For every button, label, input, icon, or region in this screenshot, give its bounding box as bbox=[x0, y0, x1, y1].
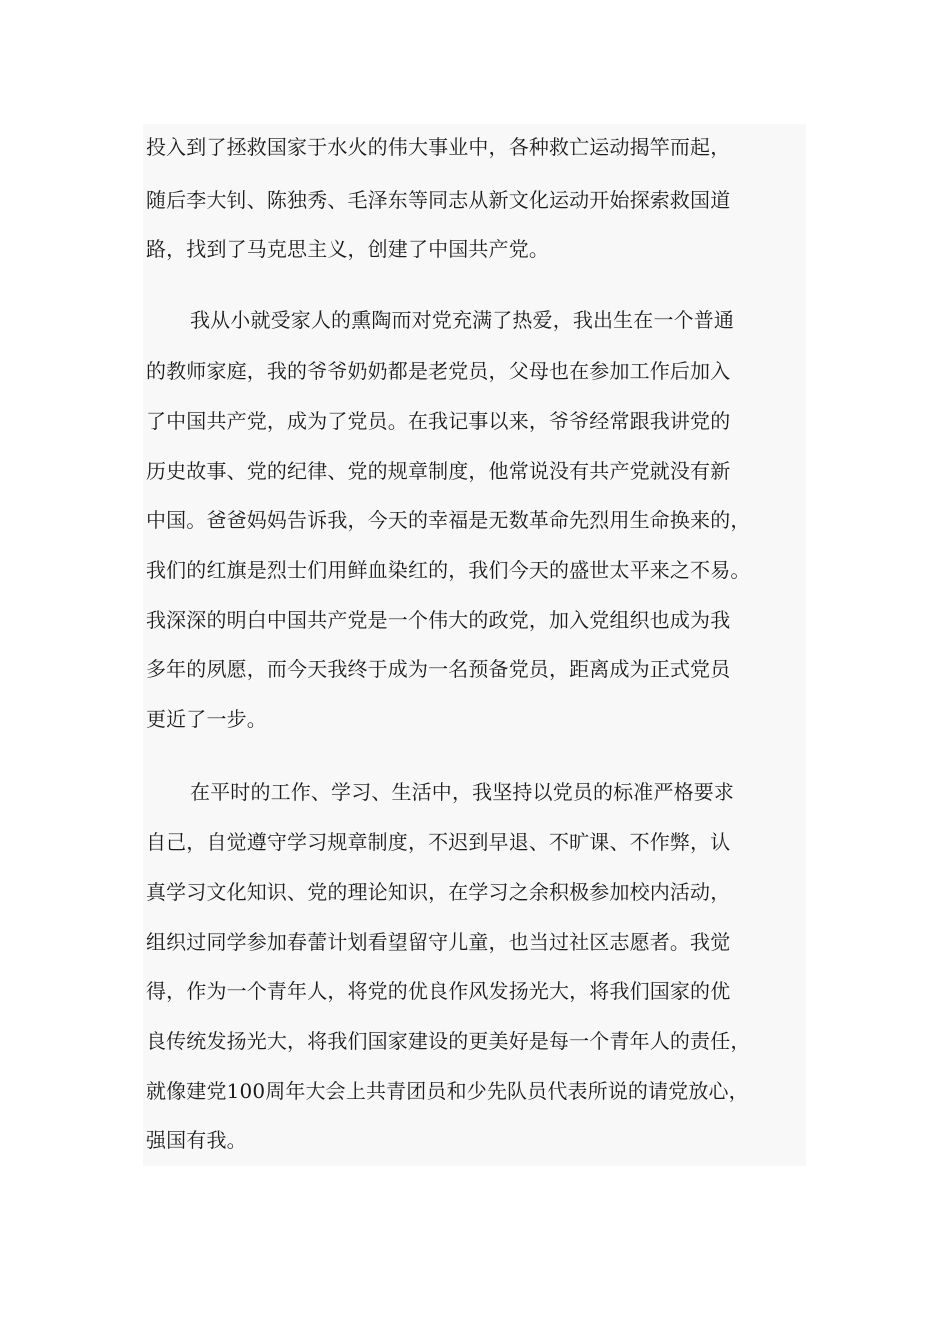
paragraph-3-line-5: 得，作为一个青年人，将党的优良作风发扬光大，将我们国家的优 bbox=[146, 979, 731, 1003]
paragraph-2-line-5: 中国。爸爸妈妈告诉我，今天的幸福是无数革命先烈用生命换来的， bbox=[146, 508, 751, 532]
paragraph-1-line-3: 路，找到了马克思主义，创建了中国共产党。 bbox=[146, 237, 549, 261]
paragraph-3-line-3: 真学习文化知识、党的理论知识，在学习之余积极参加校内活动， bbox=[146, 880, 731, 904]
paragraph-3-line-8: 强国有我。 bbox=[146, 1128, 247, 1152]
paragraph-2-line-6: 我们的红旗是烈士们用鲜血染红的，我们今天的盛世太平来之不易。 bbox=[146, 558, 751, 582]
paragraph-2-line-1: 我从小就受家人的熏陶而对党充满了热爱，我出生在一个普通 bbox=[190, 308, 735, 332]
paragraph-3-line-6: 良传统发扬光大，将我们国家建设的更美好是每一个青年人的责任， bbox=[146, 1029, 751, 1053]
paragraph-2-line-8: 多年的夙愿，而今天我终于成为一名预备党员，距离成为正式党员 bbox=[146, 657, 731, 681]
paragraph-2-line-4: 历史故事、党的纪律、党的规章制度，他常说没有共产党就没有新 bbox=[146, 459, 731, 483]
paragraph-1-line-1: 投入到了拯救国家于水火的伟大事业中，各种救亡运动揭竿而起， bbox=[146, 135, 731, 159]
text-block-background bbox=[143, 124, 806, 1166]
paragraph-2-line-7: 我深深的明白中国共产党是一个伟大的政党，加入党组织也成为我 bbox=[146, 608, 731, 632]
paragraph-2-line-2: 的教师家庭，我的爷爷奶奶都是老党员，父母也在参加工作后加入 bbox=[146, 359, 731, 383]
paragraph-1-line-2: 随后李大钊、陈独秀、毛泽东等同志从新文化运动开始探索救国道 bbox=[146, 188, 731, 212]
paragraph-3-line-1: 在平时的工作、学习、生活中，我坚持以党员的标准严格要求 bbox=[190, 780, 735, 804]
paragraph-2-line-3: 了中国共产党，成为了党员。在我记事以来，爷爷经常跟我讲党的 bbox=[146, 409, 731, 433]
paragraph-3-line-7: 就像建党100周年大会上共青团员和少先队员代表所说的请党放心， bbox=[146, 1079, 749, 1103]
paragraph-3-line-2: 自己，自觉遵守学习规章制度，不迟到早退、不旷课、不作弊，认 bbox=[146, 830, 731, 854]
paragraph-2-line-9: 更近了一步。 bbox=[146, 707, 267, 731]
paragraph-3-line-4: 组织过同学参加春蕾计划看望留守儿童，也当过社区志愿者。我觉 bbox=[146, 930, 731, 954]
